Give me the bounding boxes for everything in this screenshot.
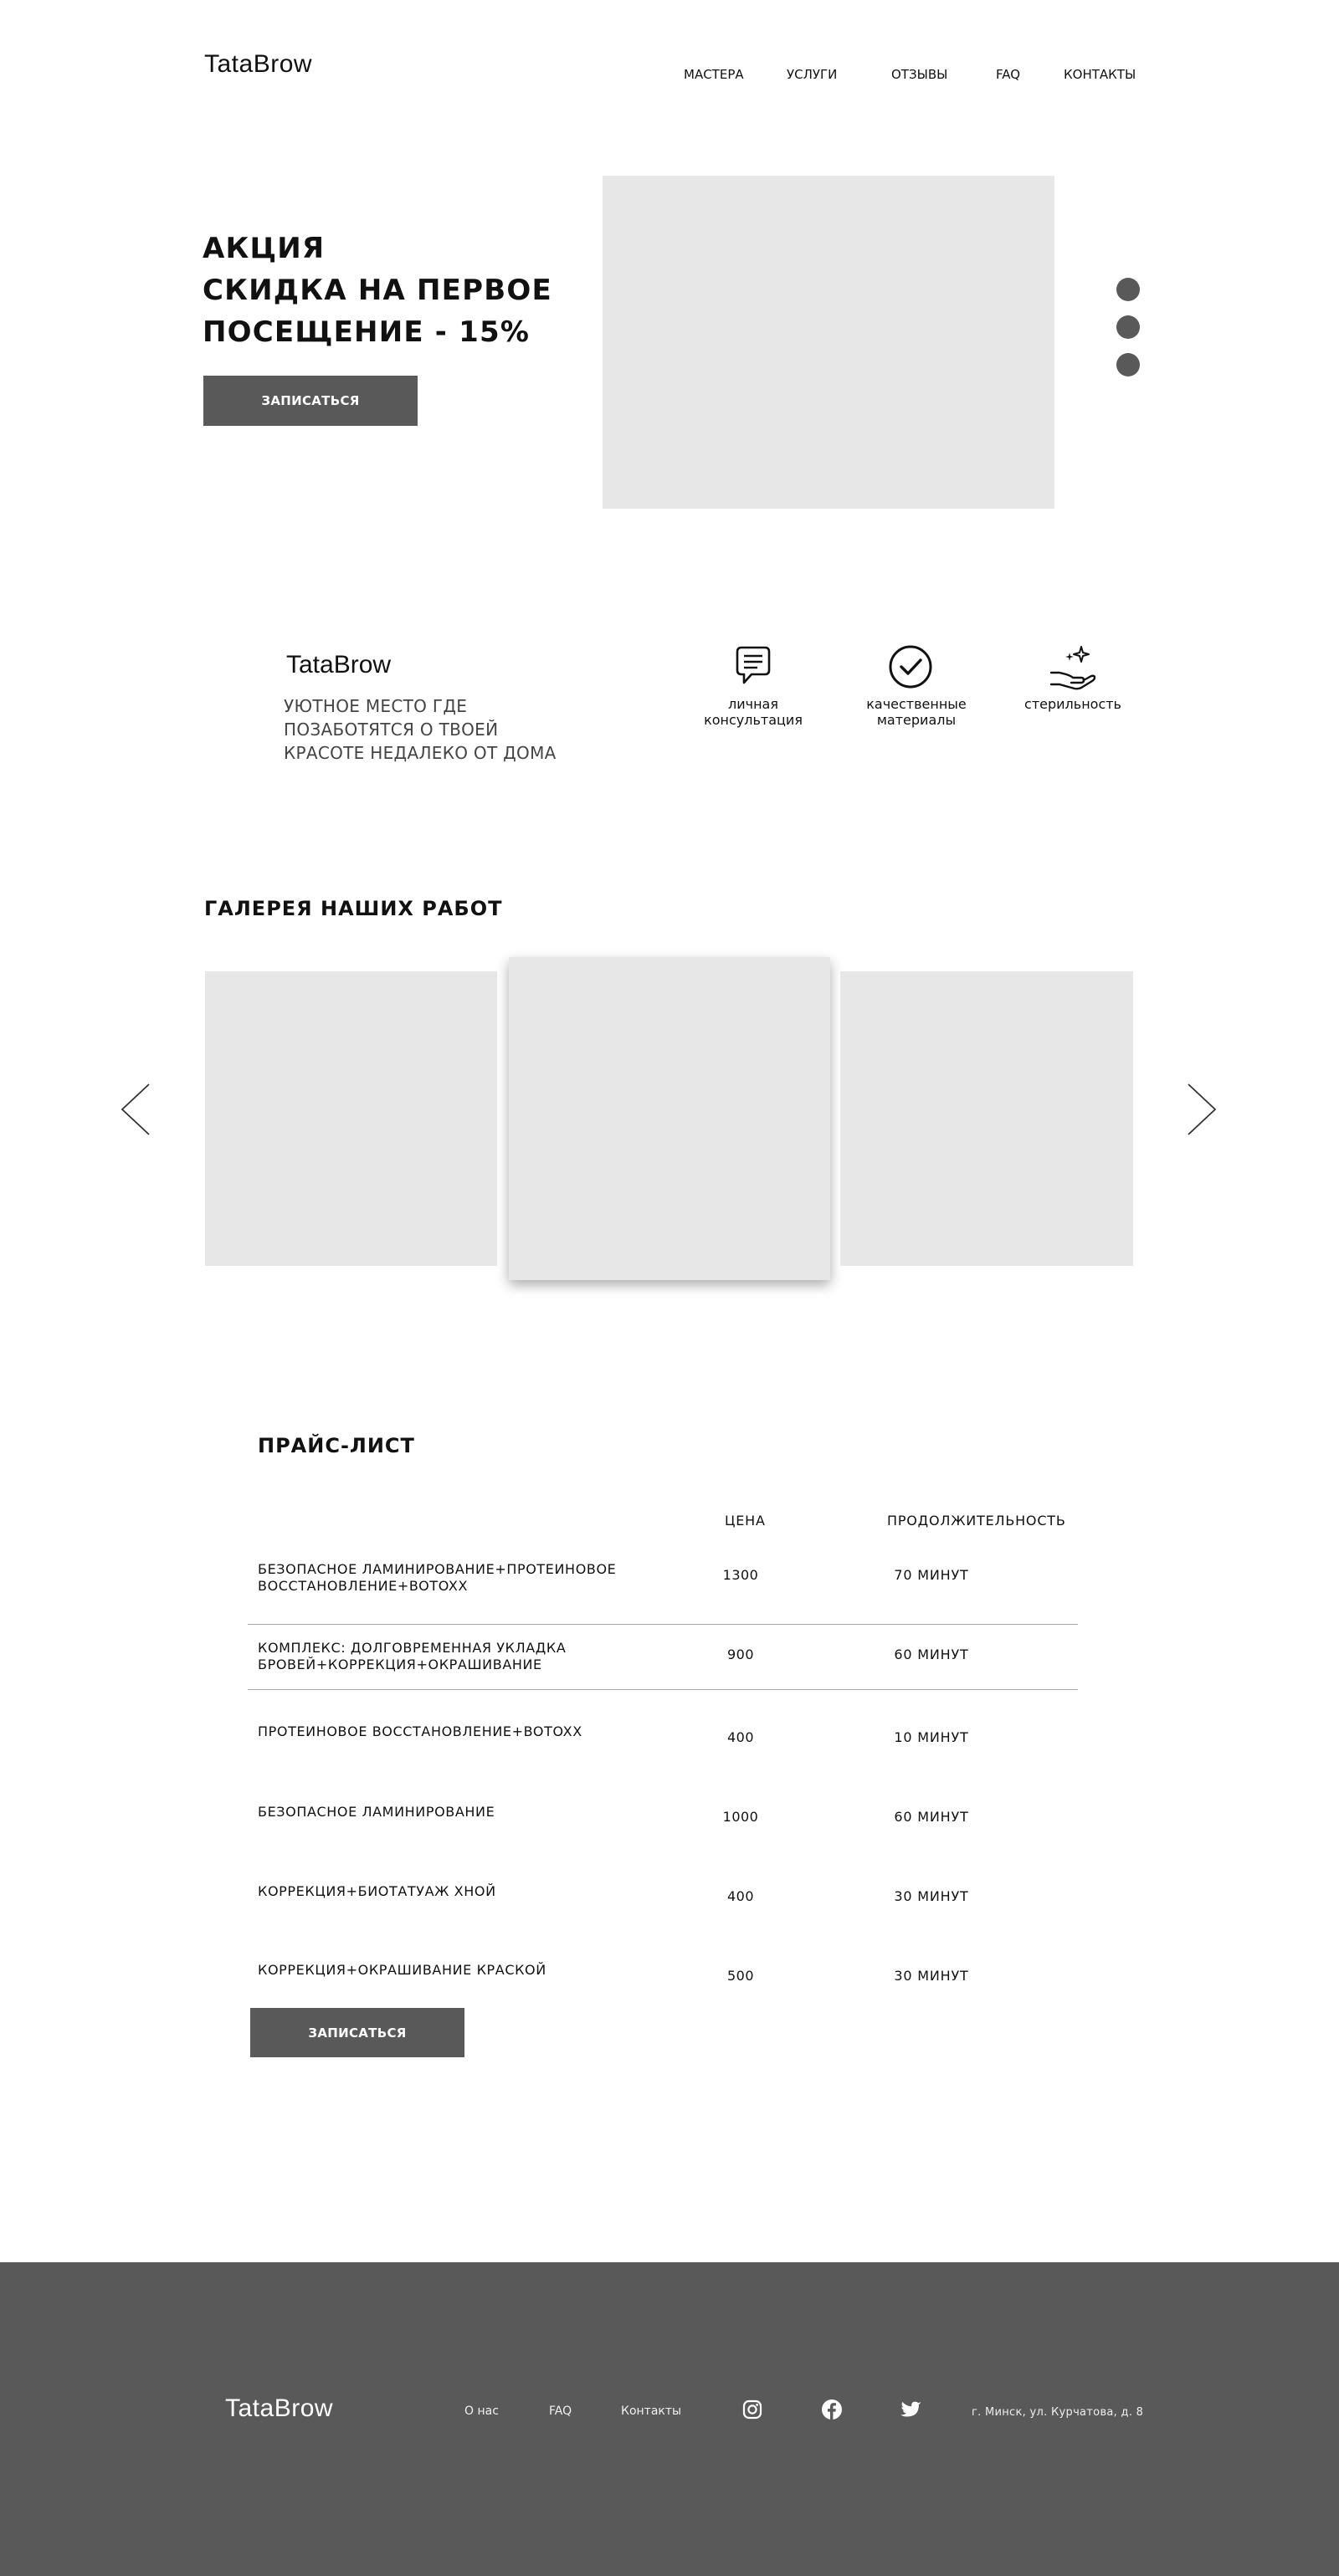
price-column-header: ЦЕНА	[725, 1513, 766, 1529]
footer-link-about[interactable]: О нас	[464, 2404, 499, 2418]
hand-sparkles-icon	[1048, 644, 1098, 691]
service-price: 500	[726, 1968, 755, 1984]
feature-label-line: качественные	[866, 696, 967, 712]
feature-consultation-label	[686, 696, 820, 728]
service-price: 1000	[722, 1809, 759, 1825]
service-name	[258, 1883, 659, 1900]
service-name	[258, 1804, 659, 1821]
check-circle-icon	[885, 644, 936, 691]
nav-contacts[interactable]: КОНТАКТЫ	[1064, 67, 1136, 82]
service-line: БЕЗОПАСНОЕ ЛАМИНИРОВАНИЕ	[258, 1804, 495, 1820]
pricelist-book-button[interactable]: ЗАПИСАТЬСЯ	[250, 2008, 464, 2057]
duration-column-header: ПРОДОЛЖИТЕЛЬНОСТЬ	[887, 1513, 1066, 1529]
chevron-right-icon[interactable]	[1183, 1081, 1220, 1138]
twitter-icon[interactable]	[900, 2401, 922, 2420]
footer-logo[interactable]: TataBrow	[225, 2394, 334, 2422]
gallery-image-left[interactable]	[205, 971, 497, 1266]
service-line: КОРРЕКЦИЯ+ОКРАШИВАНИЕ КРАСКОЙ	[258, 1962, 546, 1978]
instagram-icon[interactable]	[742, 2399, 762, 2420]
service-price: 400	[726, 1888, 755, 1904]
tagline-line: УЮТНОЕ МЕСТО ГДЕ	[284, 696, 468, 716]
about-logo: TataBrow	[286, 651, 392, 679]
nav-masters[interactable]: МАСТЕРА	[684, 67, 744, 82]
nav-reviews[interactable]: ОТЗЫВЫ	[891, 67, 948, 82]
slider-dot-1[interactable]	[1116, 278, 1140, 301]
service-line: БЕЗОПАСНОЕ ЛАМИНИРОВАНИЕ+ПРОТЕИНОВОЕ	[258, 1561, 617, 1577]
service-line: КОМПЛЕКС: ДОЛГОВРЕМЕННАЯ УКЛАДКА	[258, 1640, 567, 1656]
feature-label-line: стерильность	[1024, 696, 1121, 712]
service-name	[258, 1723, 659, 1740]
service-name	[258, 1561, 659, 1595]
service-duration: 60 МИНУТ	[894, 1809, 969, 1825]
hero-title-line: АКЦИЯ	[203, 232, 326, 265]
service-duration: 70 МИНУТ	[894, 1567, 969, 1583]
gallery-image-center[interactable]	[509, 957, 830, 1280]
facebook-icon[interactable]	[821, 2399, 843, 2420]
slider-dot-3[interactable]	[1116, 353, 1140, 376]
slider-dot-2[interactable]	[1116, 315, 1140, 339]
about-tagline	[284, 694, 557, 765]
feature-label-line: личная	[728, 696, 778, 712]
service-price: 400	[726, 1729, 755, 1745]
feature-materials-label	[849, 696, 983, 728]
service-line: КОРРЕКЦИЯ+БИОТАТУАЖ ХНОЙ	[258, 1883, 496, 1899]
service-duration: 30 МИНУТ	[894, 1888, 969, 1904]
nav-services[interactable]: УСЛУГИ	[787, 67, 838, 82]
feature-sterility-label	[1006, 696, 1140, 712]
hero-title-line: СКИДКА НА ПЕРВОЕ	[203, 274, 552, 307]
service-duration: 10 МИНУТ	[894, 1729, 969, 1745]
service-line: ПРОТЕИНОВОЕ ВОССТАНОВЛЕНИЕ+BOTOXX	[258, 1723, 582, 1739]
gallery-image-right[interactable]	[840, 971, 1133, 1266]
nav-faq[interactable]: FAQ	[996, 67, 1021, 82]
chevron-left-icon[interactable]	[117, 1081, 154, 1138]
service-line: ВОССТАНОВЛЕНИЕ+BOTOXX	[258, 1578, 469, 1594]
hero-title	[203, 228, 552, 353]
footer-link-faq[interactable]: FAQ	[549, 2404, 572, 2418]
feature-label-line: материалы	[876, 712, 957, 728]
hero-title-line: ПОСЕЩЕНИЕ - 15%	[203, 315, 531, 349]
tagline-line: ПОЗАБОТЯТСЯ О ТВОЕЙ	[284, 720, 499, 740]
gallery-title: ГАЛЕРЕЯ НАШИХ РАБОТ	[204, 897, 503, 920]
service-line: БРОВЕЙ+КОРРЕКЦИЯ+ОКРАШИВАНИЕ	[258, 1657, 542, 1672]
service-price: 900	[726, 1646, 755, 1662]
site-logo[interactable]: TataBrow	[204, 50, 313, 78]
service-price: 1300	[722, 1567, 759, 1583]
service-name	[258, 1640, 659, 1673]
tagline-line: КРАСОТЕ НЕДАЛЕКО ОТ ДОМА	[284, 743, 557, 763]
footer-link-contacts[interactable]: Контакты	[621, 2404, 682, 2418]
footer	[0, 2262, 1339, 2576]
service-duration: 60 МИНУТ	[894, 1646, 969, 1662]
service-duration: 30 МИНУТ	[894, 1968, 969, 1984]
row-divider	[248, 1624, 1078, 1625]
chat-icon	[720, 644, 787, 689]
pricelist-title: ПРАЙС-ЛИСТ	[258, 1434, 415, 1457]
row-divider	[248, 1689, 1078, 1690]
hero-image-placeholder	[603, 176, 1054, 509]
service-name	[258, 1962, 659, 1979]
footer-address: г. Минск, ул. Курчатова, д. 8	[972, 2406, 1144, 2419]
hero-book-button[interactable]: ЗАПИСАТЬСЯ	[203, 376, 418, 426]
feature-label-line: консультация	[704, 712, 803, 728]
